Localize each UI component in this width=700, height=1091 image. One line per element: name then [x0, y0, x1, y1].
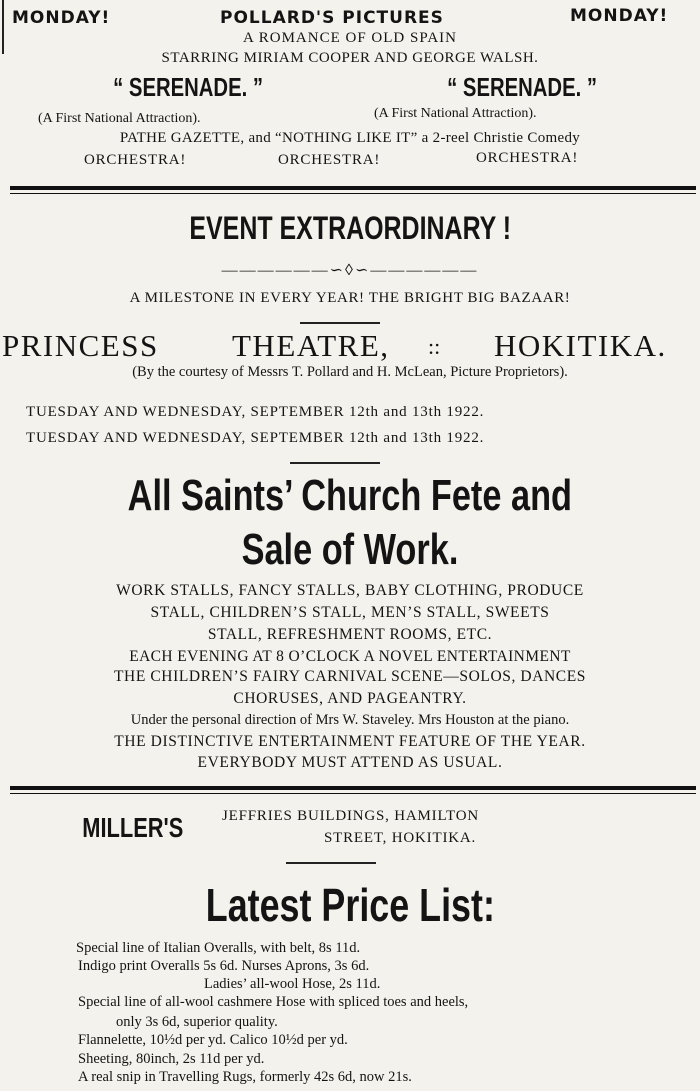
price-item: Flannelette, 10½d per yd. Calico 10½d per yd.	[78, 1032, 348, 1048]
stalls-line-2: STALL, CHILDREN’S STALL, MEN’S STALL, SWEETS	[150, 604, 550, 621]
film-stars: STARRING MIRIAM COOPER AND GEORGE WALSH.	[161, 50, 539, 66]
section-divider-thin	[10, 193, 696, 194]
price-item: Indigo print Overalls 5s 6d. Nurses Aprons, 3s 6d.	[78, 958, 370, 974]
price-item: Ladies’ all-wool Hose, 2s 11d.	[204, 976, 381, 992]
section-divider-thin	[10, 793, 696, 794]
event-headline: EVENT EXTRAORDINARY !	[189, 210, 511, 246]
millers-name: MILLER'S	[82, 812, 184, 843]
ornament-divider: ——————∽◊∽——————	[221, 262, 479, 279]
film-title-right: “ SERENADE. ”	[447, 72, 597, 102]
distinctive-line: THE DISTINCTIVE ENTERTAINMENT FEATURE OF THE YEAR.	[114, 733, 586, 750]
fete-title-2: Sale of Work.	[241, 525, 459, 574]
film-title-left: “ SERENADE. ”	[113, 72, 263, 102]
direction-line: Under the personal direction of Mrs W. Staveley. Mrs Houston at the piano.	[130, 712, 570, 728]
right-day-label: MONDAY!	[570, 6, 669, 26]
venue-separator: ::	[428, 334, 441, 359]
price-item: Sheeting, 80inch, 2s 11d per yd.	[78, 1051, 265, 1067]
millers-address-1: JEFFRIES BUILDINGS, HAMILTON	[222, 808, 480, 824]
attraction-left: (A First National Attraction).	[38, 111, 201, 126]
price-item: Special line of Italian Overalls, with belt, 8s 11d.	[76, 940, 361, 956]
short-rule	[300, 322, 380, 324]
section-divider	[10, 186, 696, 190]
short-rule	[286, 862, 376, 864]
attraction-right: (A First National Attraction).	[374, 106, 537, 121]
milestone-line: A MILESTONE IN EVERY YEAR! THE BRIGHT BIG BAZAAR!	[129, 290, 571, 306]
venue-right: HOKITIKA.	[494, 328, 667, 363]
carnival-line: THE CHILDREN’S FAIRY CARNIVAL SCENE—SOLOS, DANCES	[113, 668, 587, 685]
price-item: only 3s 6d, superior quality.	[116, 1014, 278, 1030]
courtesy-line: (By the courtesy of Messrs T. Pollard and H. McLean, Picture Proprietors).	[132, 364, 568, 380]
pollard-title: POLLARD'S PICTURES	[220, 8, 444, 28]
price-list-heading: Latest Price List:	[205, 879, 495, 931]
orchestra-2: ORCHESTRA!	[278, 152, 381, 168]
dates-line-2: TUESDAY AND WEDNESDAY, SEPTEMBER 12th and 13th 1922.	[26, 430, 485, 446]
dates-line-1: TUESDAY AND WEDNESDAY, SEPTEMBER 12th and 13th 1922.	[26, 404, 485, 420]
millers-address-2: STREET, HOKITIKA.	[324, 830, 477, 846]
evening-line: EACH EVENING AT 8 O’CLOCK A NOVEL ENTERTAINMENT	[129, 648, 571, 665]
orchestra-3: ORCHESTRA!	[476, 150, 579, 166]
orchestra-1: ORCHESTRA!	[84, 152, 187, 168]
gazette-line: PATHE GAZETTE, and “NOTHING LIKE IT” a 2-reel Christie Comedy	[119, 130, 581, 146]
section-divider	[10, 786, 696, 790]
left-day-label: MONDAY!	[12, 8, 111, 28]
venue-left: PRINCESS	[2, 328, 159, 363]
price-item: Special line of all-wool cashmere Hose with spliced toes and heels,	[78, 994, 469, 1010]
film-tagline: A ROMANCE OF OLD SPAIN	[243, 30, 457, 46]
venue-mid: THEATRE,	[232, 328, 390, 363]
choruses-line: CHORUSES, AND PAGEANTRY.	[233, 690, 467, 707]
fete-title-1: All Saints’ Church Fete and	[127, 471, 573, 520]
stalls-line-1: WORK STALLS, FANCY STALLS, BABY CLOTHING, PRODUCE	[116, 582, 584, 599]
everybody-line: EVERYBODY MUST ATTEND AS USUAL.	[197, 754, 503, 771]
stalls-line-3: STALL, REFRESHMENT ROOMS, ETC.	[207, 626, 493, 643]
short-rule	[290, 462, 380, 464]
price-item: A real snip in Travelling Rugs, formerly 42s 6d, now 21s.	[78, 1069, 412, 1085]
